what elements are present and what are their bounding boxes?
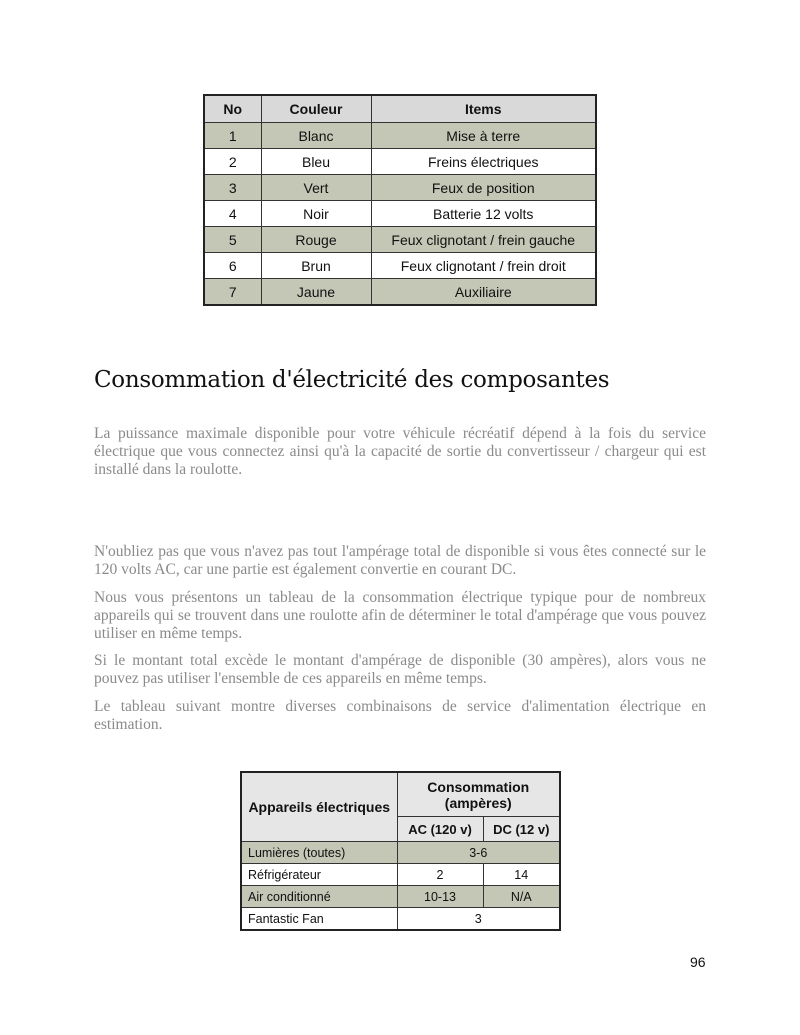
- cell-color: Rouge: [261, 227, 371, 253]
- cell-device: Lumières (toutes): [241, 842, 397, 864]
- cell-color: Noir: [261, 201, 371, 227]
- cell-ac: 2: [397, 864, 483, 886]
- cell-item: Freins électriques: [371, 149, 596, 175]
- cell-color: Jaune: [261, 279, 371, 306]
- cell-color: Vert: [261, 175, 371, 201]
- cell-color: Bleu: [261, 149, 371, 175]
- paragraph-total-exceeds: Si le montant total excède le montant d'ampérage de disponible (30 ampères), alors vous ne pouvez pas utiliser l'ensemble de ces appareils en même temps.: [94, 652, 706, 687]
- power-consumption-table: [240, 771, 561, 931]
- cell-item: Feux de position: [371, 175, 596, 201]
- cell-item: Batterie 12 volts: [371, 201, 596, 227]
- cell-item: Feux clignotant / frein droit: [371, 253, 596, 279]
- paragraph-amperage-note: N'oubliez pas que vous n'avez pas tout l'ampérage total de disponible si vous êtes connecté sur le 120 volts AC, car une partie est également convertie en courant DC.: [94, 543, 706, 578]
- table-row: [204, 149, 596, 175]
- header-consumption: Consommation (ampères): [397, 772, 560, 817]
- cell-dc: 14: [483, 864, 560, 886]
- section-title: Consommation d'électricité des composantes: [94, 367, 610, 393]
- table-row: [241, 864, 560, 886]
- table-row: [241, 886, 560, 908]
- cell-device: Réfrigérateur: [241, 864, 397, 886]
- cell-device: Fantastic Fan: [241, 908, 397, 931]
- table-row: [204, 123, 596, 149]
- cell-item: Mise à terre: [371, 123, 596, 149]
- cell-ac: 10-13: [397, 886, 483, 908]
- cell-no: 7: [204, 279, 261, 306]
- table-row: [204, 253, 596, 279]
- cell-item: Feux clignotant / frein gauche: [371, 227, 596, 253]
- header-device: Appareils électriques: [241, 772, 397, 842]
- table-header-row: [204, 95, 596, 123]
- cell-no: 4: [204, 201, 261, 227]
- wire-color-table: [203, 94, 597, 306]
- table-row: [204, 175, 596, 201]
- cell-no: 5: [204, 227, 261, 253]
- cell-dc: N/A: [483, 886, 560, 908]
- table-row: [204, 227, 596, 253]
- paragraph-power-capacity: La puissance maximale disponible pour votre véhicule récréatif dépend à la fois du service électrique que vous connectez ainsi qu'à la capacité de sortie du convertisseur / chargeur qui est installé dans la roulotte.: [94, 425, 706, 478]
- cell-no: 6: [204, 253, 261, 279]
- cell-combined: 3-6: [397, 842, 560, 864]
- paragraph-table-intro: Nous vous présentons un tableau de la consommation électrique typique pour de nombreux appareils qui se trouvent dans une roulotte afin de déterminer le total d'ampérage que vous pouvez utiliser en même temps.: [94, 589, 706, 642]
- cell-item: Auxiliaire: [371, 279, 596, 306]
- table-row: [204, 201, 596, 227]
- cell-no: 1: [204, 123, 261, 149]
- paragraph-combinations: Le tableau suivant montre diverses combinaisons de service d'alimentation électrique en estimation.: [94, 698, 706, 733]
- cell-no: 3: [204, 175, 261, 201]
- table-row: [241, 908, 560, 931]
- table-row: [204, 279, 596, 306]
- header-ac: AC (120 v): [397, 817, 483, 842]
- table-row: [241, 842, 560, 864]
- table-header-row: [241, 772, 560, 817]
- header-color: Couleur: [261, 95, 371, 123]
- header-no: No: [204, 95, 261, 123]
- cell-color: Brun: [261, 253, 371, 279]
- cell-device: Air conditionné: [241, 886, 397, 908]
- cell-color: Blanc: [261, 123, 371, 149]
- cell-no: 2: [204, 149, 261, 175]
- header-dc: DC (12 v): [483, 817, 560, 842]
- page-number: 96: [690, 954, 706, 970]
- header-items: Items: [371, 95, 596, 123]
- cell-combined: 3: [397, 908, 560, 931]
